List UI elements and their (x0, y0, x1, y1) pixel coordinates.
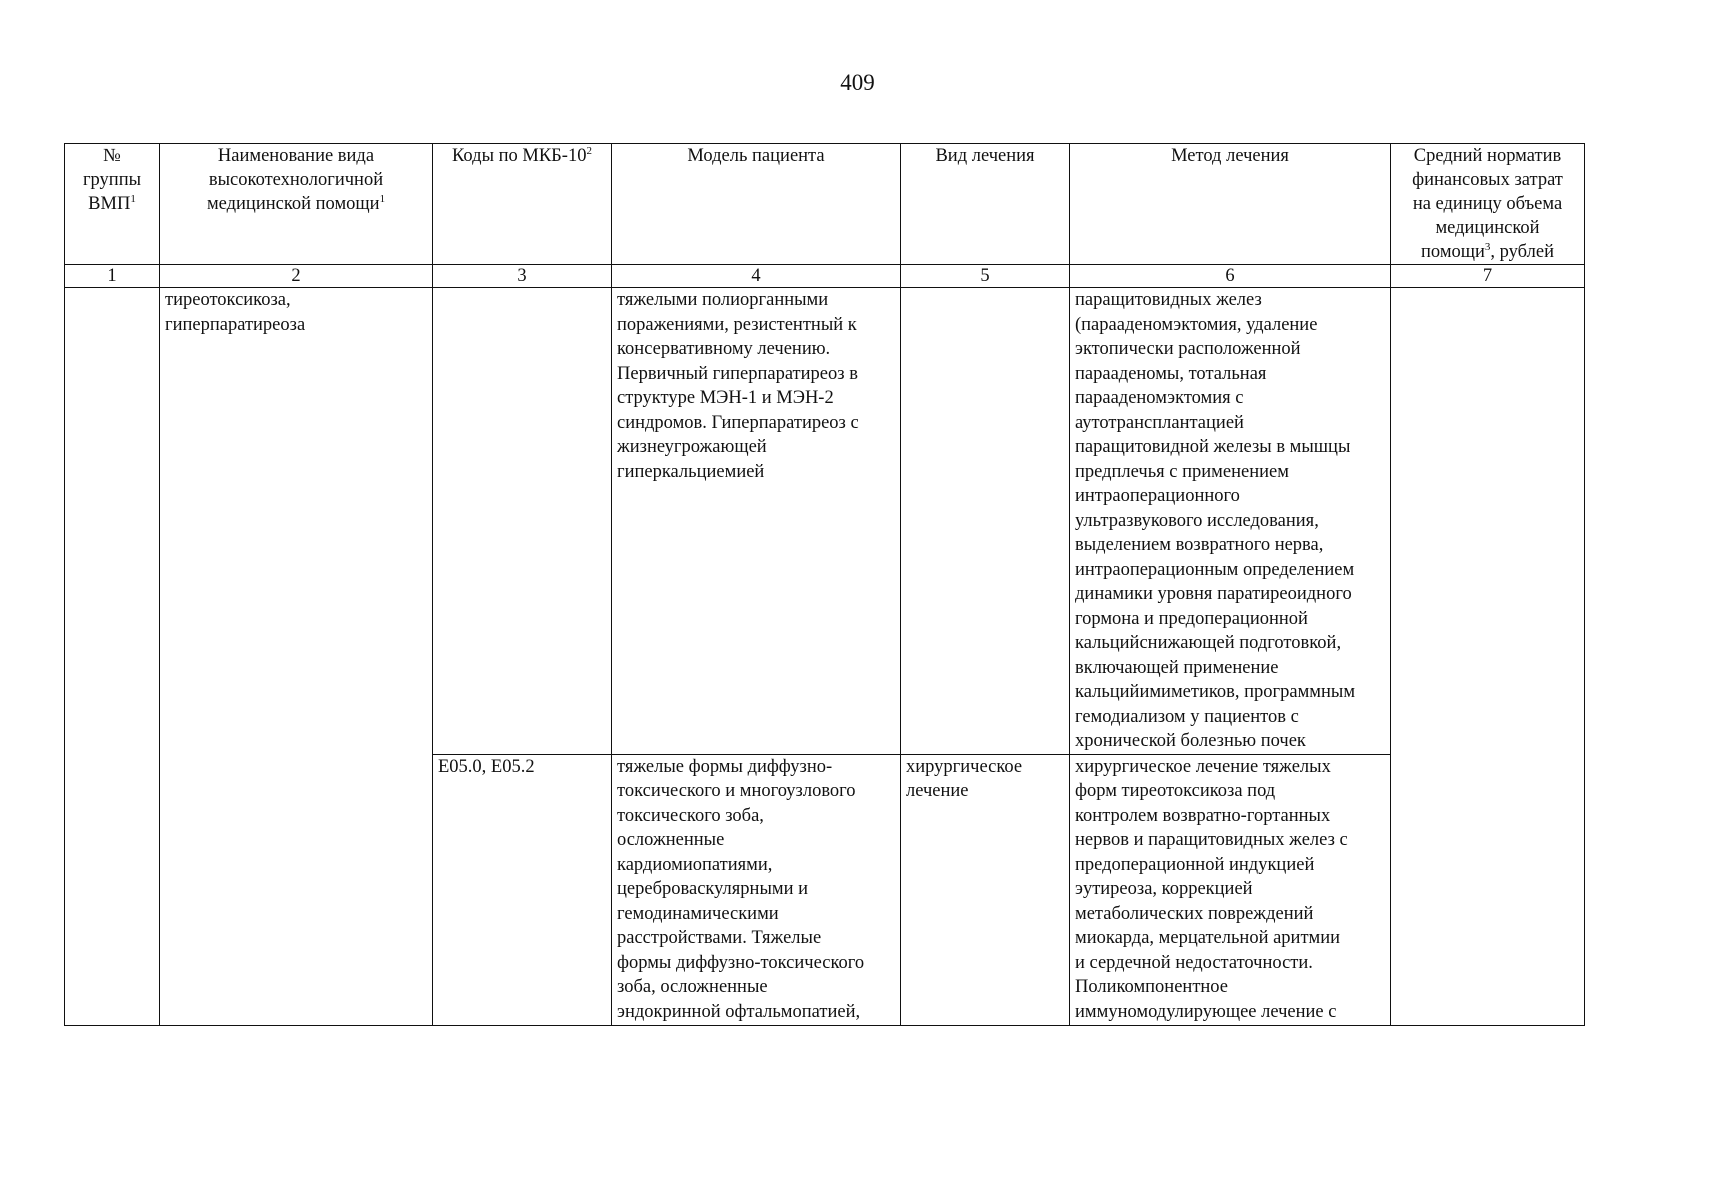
header-icd-codes: Коды по МКБ-$10^2$ (433, 144, 612, 265)
treatment-type-cell (901, 288, 1070, 755)
column-number: 3 (433, 265, 612, 288)
column-number: 6 (1070, 265, 1391, 288)
table-row (65, 288, 1585, 755)
page-number: 409 (840, 70, 875, 95)
treatment-type-cell: хирургическое лечение (901, 754, 1070, 1025)
icd-codes-cell: E05.0, E05.2 (433, 754, 612, 1025)
treatment-method-cell: хирургическое лечение тяжелых форм тиреотоксикоза под контролем возвратно-гортанных нервов и паращитовидных желез с предоперационной индукцией эутиреоза, коррекцией метаболических повреждений миокарда, мерцательной аритмии и сердечной недостаточности. Поликомпонентное иммуномодулирующее лечение с (1070, 754, 1391, 1025)
icd-codes-cell (433, 288, 612, 755)
header-treatment-method: Метод лечения (1070, 144, 1391, 265)
header-group-number: № группы ВМП$^1$ (65, 144, 160, 265)
column-number: 2 (160, 265, 433, 288)
care-name-cell: тиреотоксикоза, гиперпаратиреоза (160, 288, 433, 1026)
column-number: 1 (65, 265, 160, 288)
treatment-method-cell: паращитовидных желез (парааденомэктомия, удаление эктопически расположенной парааденомы, тотальная парааденомэктомия с аутотрансплантацией паращитовидной железы в мышцы предплечья с применением интраоперационного ультразвукового исследования, выделением возвратного нерва, интраоперационным определением динамики уровня паратиреоидного гормона и предоперационной кальцийснижающей подготовкой, включающей применение кальцийимиметиков, программным гемодиализом у пациентов с хронической болезнью почек (1070, 288, 1391, 755)
header-cost-standard: Средний норматив финансовых затрат на единицу объема медицинской помощи$^3$, рублей (1391, 144, 1585, 265)
cost-cell (1391, 288, 1585, 755)
cost-cell (1391, 754, 1585, 1025)
header-care-name: Наименование вида высокотехнологичной медицинской помощи$^1$ (160, 144, 433, 265)
column-number: 5 (901, 265, 1070, 288)
column-number: 4 (612, 265, 901, 288)
patient-model-cell: тяжелые формы диффузно- токсического и многоузлового токсического зоба, осложненные кардиомиопатиями, цереброваскулярными и гемодинамическими расстройствами. Тяжелые формы диффузно-токсического зоба, осложненные эндокринной офтальмопатией, (612, 754, 901, 1025)
header-treatment-type: Вид лечения (901, 144, 1070, 265)
table-header-row (65, 144, 1585, 265)
column-number: 7 (1391, 265, 1585, 288)
header-patient-model: Модель пациента (612, 144, 901, 265)
group-number-cell (65, 288, 160, 1026)
column-number-row (65, 265, 1585, 288)
patient-model-cell: тяжелыми полиорганными поражениями, резистентный к консервативному лечению. Первичный гиперпаратиреоз в структуре МЭН-1 и МЭН-2 синдромов. Гиперпаратиреоз с жизнеугрожающей гиперкальциемией (612, 288, 901, 755)
vmp-table (64, 143, 1585, 1026)
